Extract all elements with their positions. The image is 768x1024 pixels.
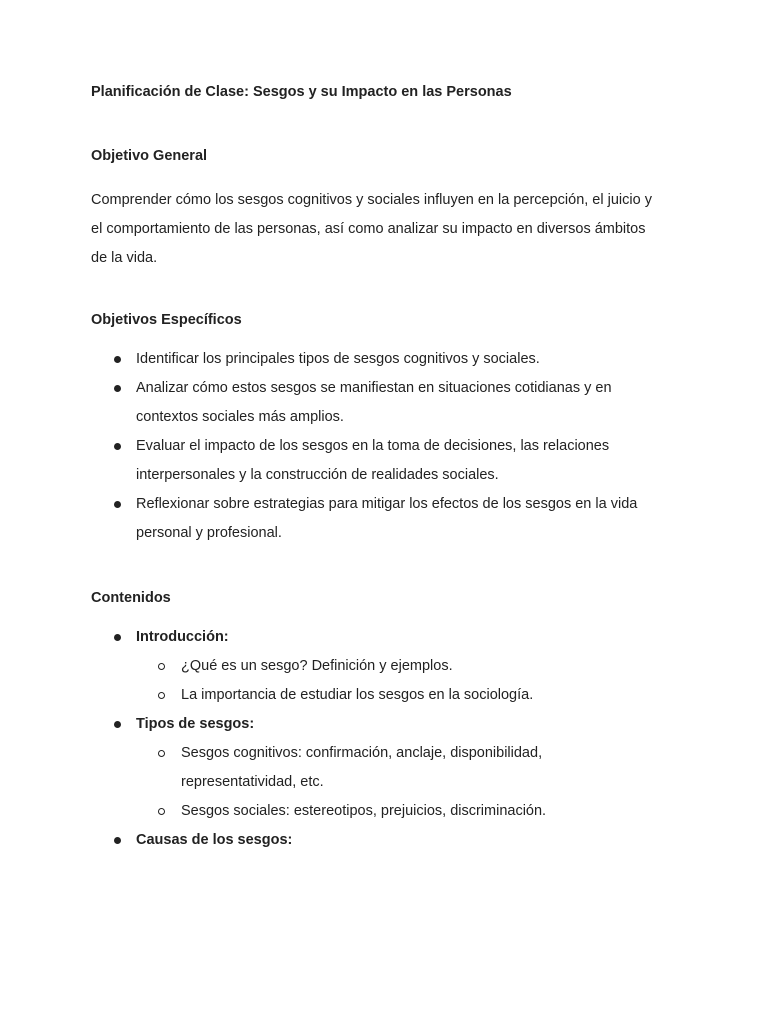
circle-bullet-icon <box>158 692 165 699</box>
bullet-icon <box>114 501 121 508</box>
contenidos-heading: Contenidos <box>91 590 171 606</box>
document-title: Planificación de Clase: Sesgos y su Impacto en las Personas <box>91 84 512 100</box>
list-item-text: Identificar los principales tipos de sesgos cognitivos y sociales. <box>136 351 540 367</box>
bullet-icon <box>114 837 121 844</box>
sub-list-item-text: Sesgos cognitivos: confirmación, anclaje, disponibilidad, <box>181 745 543 761</box>
list-item-text: Evaluar el impacto de los sesgos en la toma de decisiones, las relaciones <box>136 438 610 454</box>
objetivos-especificos-heading: Objetivos Específicos <box>91 312 242 328</box>
objetivo-general-heading: Objetivo General <box>91 148 208 164</box>
sub-list-item-text: La importancia de estudiar los sesgos en la sociología. <box>181 687 534 703</box>
list-item-text: interpersonales y la construcción de realidades sociales. <box>136 467 499 483</box>
list-item <box>0 826 546 855</box>
list-item-text: personal y profesional. <box>136 525 282 541</box>
sub-list-item <box>136 681 546 710</box>
list-item <box>0 374 637 432</box>
list-item-label: Causas de los sesgos: <box>136 832 293 848</box>
paragraph-line: el comportamiento de las personas, así como analizar su impacto en diversos ámbitos <box>91 221 646 237</box>
list-item-text: contextos sociales más amplios. <box>136 409 344 425</box>
list-item <box>0 490 637 548</box>
list-item-label: Tipos de sesgos: <box>136 716 255 732</box>
sub-list <box>136 739 546 826</box>
bullet-icon <box>114 443 121 450</box>
list-item-text: Reflexionar sobre estrategias para mitigar los efectos de los sesgos en la vida <box>136 496 638 512</box>
sub-list-item <box>136 797 546 826</box>
bullet-icon <box>114 634 121 641</box>
circle-bullet-icon <box>158 808 165 815</box>
bullet-icon <box>114 356 121 363</box>
contenidos-list <box>0 623 546 855</box>
list-item <box>0 432 637 490</box>
list-item <box>0 710 546 826</box>
circle-bullet-icon <box>158 663 165 670</box>
list-item-label: Introducción: <box>136 629 229 645</box>
list-item <box>0 623 546 710</box>
objetivo-general-paragraph <box>91 186 691 273</box>
circle-bullet-icon <box>158 750 165 757</box>
sub-list <box>136 652 546 710</box>
sub-list-item-text: Sesgos sociales: estereotipos, prejuicios, discriminación. <box>181 803 547 819</box>
list-item <box>0 345 637 374</box>
bullet-icon <box>114 385 121 392</box>
bullet-icon <box>114 721 121 728</box>
sub-list-item <box>136 739 546 797</box>
list-item-text: Analizar cómo estos sesgos se manifiestan en situaciones cotidianas y en <box>136 380 612 396</box>
paragraph-line: Comprender cómo los sesgos cognitivos y sociales influyen en la percepción, el juicio y <box>91 192 652 208</box>
sub-list-item-text: ¿Qué es un sesgo? Definición y ejemplos. <box>181 658 453 674</box>
sub-list-item <box>136 652 546 681</box>
sub-list-item-text: representatividad, etc. <box>181 774 324 790</box>
objetivos-especificos-list <box>0 345 637 548</box>
paragraph-line: de la vida. <box>91 250 158 266</box>
